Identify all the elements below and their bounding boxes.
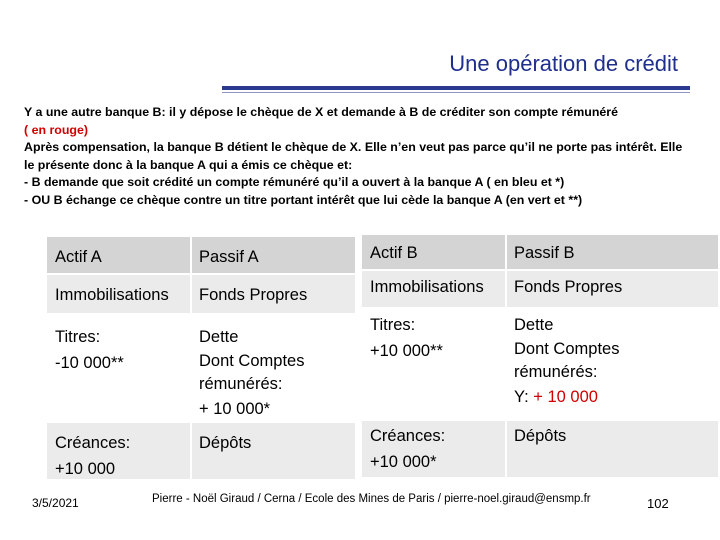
bank-b-row-2: [362, 309, 718, 419]
page-number: 102: [647, 496, 669, 511]
bank-a-fonds-propres: [191, 275, 355, 313]
bank-b-table: [362, 235, 718, 477]
bank-a-creances-label: Créances:: [55, 434, 131, 452]
paragraph-2: Après compensation, la banque B détient le chèque de X. Elle n’en veut pas parce qu’il ne porte pas intérêt. Elle le présente donc à la banque A qui a émis ce chèque et:: [24, 140, 683, 172]
bank-a-dette-value: + 10 000*: [199, 400, 271, 418]
body-text: [24, 104, 696, 209]
bank-a-column-divider: [190, 237, 192, 479]
bank-a-immobilisations-text: Immobilisations: [55, 286, 169, 304]
bank-b-titres-label: Titres:: [370, 316, 416, 334]
bank-b-creances-label: Créances:: [370, 427, 446, 445]
bank-b-creances: [362, 421, 506, 477]
bank-b-passif-header-text: Passif B: [514, 244, 575, 262]
bank-a-row-2: [47, 315, 355, 421]
paragraph-1-red-note: ( en rouge): [24, 122, 89, 137]
bank-b-dette-label: Dette: [514, 316, 554, 334]
bank-b-depots-text: Dépôts: [514, 427, 567, 445]
bank-b-dette: [506, 309, 718, 419]
bank-b-column-divider: [505, 235, 507, 477]
bank-a-row-1: [47, 275, 355, 313]
bank-a-dette: [191, 315, 355, 421]
bank-a-depots-text: Dépôts: [199, 434, 252, 452]
bank-a-dette-sub: Dont Comptes rémunérés:: [199, 352, 305, 393]
bank-b-immobilisations-text: Immobilisations: [370, 278, 484, 296]
bank-b-immobilisations: [362, 271, 506, 307]
paragraph-1-main: Y a une autre banque B: il y dépose le chèque de X et demande à B de créditer son compte rémunéré: [24, 105, 619, 119]
bank-a-titres: [47, 315, 191, 421]
bank-b-dette-sub: Dont Comptes rémunérés:: [514, 340, 620, 381]
paragraph-4: - OU B échange ce chèque contre un titre portant intérêt que lui cède la banque A (en vert et **): [24, 192, 583, 207]
bank-b-titres: [362, 309, 506, 419]
bank-b-row-1: [362, 271, 718, 307]
footer-date: 3/5/2021: [32, 496, 79, 510]
bank-a-fonds-propres-text: Fonds Propres: [199, 286, 308, 304]
bank-b-actif-header-text: Actif B: [370, 244, 418, 262]
bank-b-dette-value-red: + 10 000: [533, 388, 598, 406]
bank-a-table: [47, 237, 355, 477]
bank-b-fonds-propres-text: Fonds Propres: [514, 278, 623, 296]
bank-a-immobilisations: [47, 275, 191, 313]
footer-credit: Pierre - Noël Giraud / Cerna / Ecole des Mines de Paris / pierre-noel.giraud@ensmp.fr: [152, 493, 591, 505]
bank-a-passif-header: [191, 237, 355, 273]
title-underline-thin: [222, 92, 690, 93]
title-underline: [222, 86, 690, 90]
bank-a-actif-header-text: Actif A: [55, 248, 102, 266]
bank-a-row-3: [47, 423, 355, 479]
bank-b-titres-value: +10 000**: [370, 342, 443, 360]
bank-b-header-row: [362, 235, 718, 269]
bank-a-creances: [47, 423, 191, 479]
bank-a-depots: [191, 423, 355, 479]
bank-b-creances-value: +10 000*: [370, 453, 437, 471]
bank-a-passif-header-text: Passif A: [199, 248, 259, 266]
paragraph-3: - B demande que soit crédité un compte rémunéré qu’il a ouvert à la banque A ( en bleu et *): [24, 175, 565, 189]
bank-a-header-row: [47, 237, 355, 273]
bank-a-creances-value: +10 000: [55, 460, 116, 478]
bank-b-actif-header: [362, 235, 506, 269]
bank-a-titres-value: -10 000**: [55, 354, 124, 372]
bank-b-dette-value: [514, 384, 658, 410]
bank-b-row-3: [362, 421, 718, 477]
paragraph-1: [24, 104, 696, 139]
bank-a-titres-label: Titres:: [55, 328, 101, 346]
bank-a-actif-header: [47, 237, 191, 273]
bank-a-dette-label: Dette: [199, 328, 239, 346]
bank-b-passif-header: [506, 235, 718, 269]
slide-title: Une opération de crédit: [449, 51, 678, 76]
bank-b-fonds-propres: [506, 271, 718, 307]
bank-b-dette-value-prefix: Y:: [514, 388, 534, 406]
bank-b-depots: [506, 421, 718, 477]
